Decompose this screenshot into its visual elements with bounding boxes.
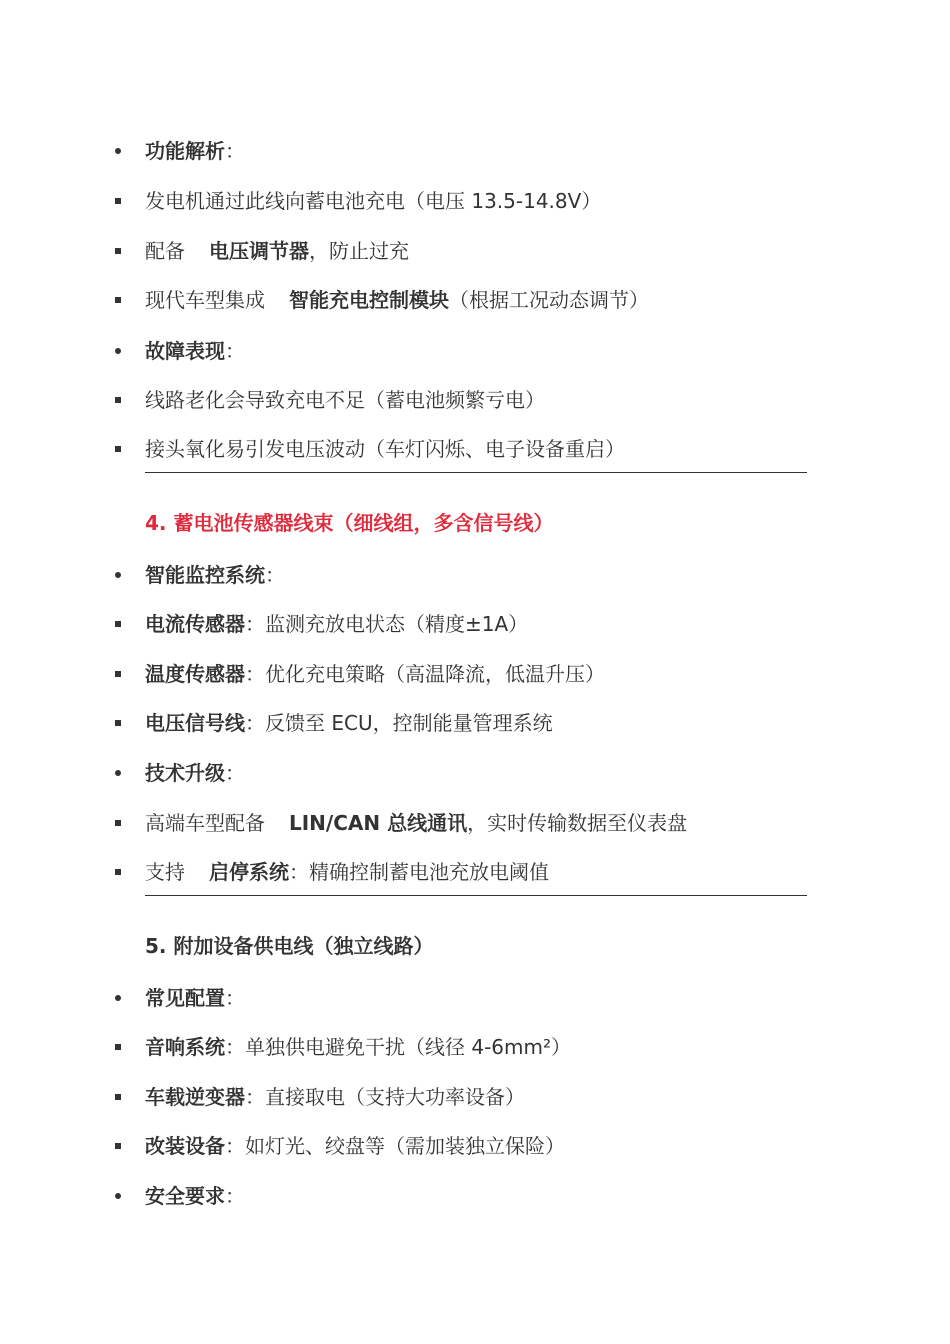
section-heading: 4. 蓄电池传感器线束（细线组，多含信号线） [145,511,554,535]
bullet-icon [115,1193,121,1199]
item-text: 线路老化会导致充电不足（蓄电池频繁亏电） [145,388,545,412]
bullet-icon [115,621,121,627]
bullet-icon [115,446,121,452]
list-item [145,434,807,464]
bullet-icon [115,671,121,677]
list-item [145,186,807,216]
list-item: 音响系统：单独供电避免干扰（线径 4-6mm²） [145,1032,807,1062]
section-divider [145,895,807,896]
list-item: 技术升级： [145,758,807,788]
section-divider [145,472,807,473]
list-item: 改装设备：如灯光、绞盘等（需加装独立保险） [145,1131,807,1161]
list-item: 智能监控系统： [145,560,807,590]
list-item: 常见配置： [145,983,807,1013]
bullet-icon [115,770,121,776]
section-heading: 5. 附加设备供电线（独立线路） [145,934,434,958]
list-item: 支持 启停系统：精确控制蓄电池充放电阈值 [145,857,807,887]
list-item [145,385,807,415]
item-label: 智能监控系统 [145,563,265,587]
list-item: 电压信号线：反馈至 ECU，控制能量管理系统 [145,708,807,738]
bullet-icon [115,348,121,354]
item-label: 安全要求 [145,1184,225,1208]
bullet-icon [115,869,121,875]
list-item: 电流传感器：监测充放电状态（精度±1A） [145,609,807,639]
item-text: 接头氧化易引发电压波动（车灯闪烁、电子设备重启） [145,437,625,461]
bullet-icon [115,720,121,726]
list-item: 配备 电压调节器，防止过充 [145,236,807,266]
list-item: 温度传感器：优化充电策略（高温降流，低温升压） [145,659,807,689]
item-label: 故障表现 [145,339,225,363]
item-label: 常见配置 [145,986,225,1010]
item-text: 发电机通过此线向蓄电池充电（电压 13.5-14.8V） [145,189,602,213]
list-item: 车载逆变器：直接取电（支持大功率设备） [145,1082,807,1112]
bullet-icon [115,1044,121,1050]
item-label: 技术升级 [145,761,225,785]
bullet-icon [115,297,121,303]
bullet-icon [115,820,121,826]
bullet-icon [115,995,121,1001]
bullet-icon [115,397,121,403]
item-label: 功能解析 [145,139,225,163]
bullet-icon [115,198,121,204]
bullet-icon [115,1094,121,1100]
list-item: 安全要求： [145,1181,807,1211]
list-item: 故障表现： [145,336,807,366]
bullet-icon [115,1143,121,1149]
list-item: 现代车型集成 智能充电控制模块（根据工况动态调节） [145,285,807,315]
list-item: 高端车型配备 LIN/CAN 总线通讯，实时传输数据至仪表盘 [145,808,807,838]
bullet-icon [115,572,121,578]
bullet-icon [115,148,121,154]
list-item: 功能解析： [145,136,807,166]
bullet-icon [115,248,121,254]
